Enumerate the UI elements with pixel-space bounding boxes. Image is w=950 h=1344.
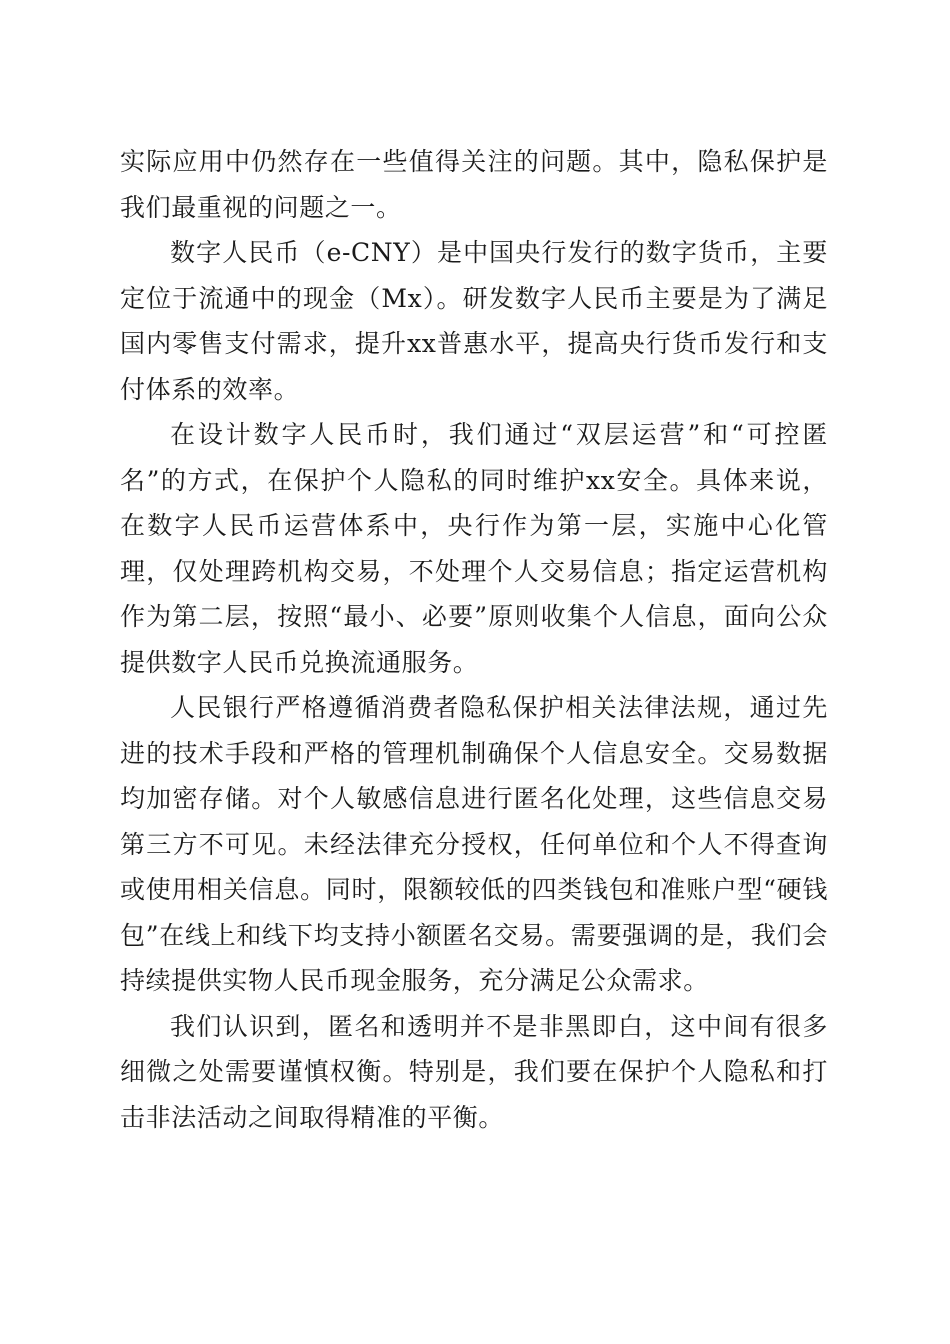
paragraph-two-tier-operation: 在设计数字人民币时，我们通过“双层运营”和“可控匿名”的方式，在保护个人隐私的同时维护xx安全。具体来说，在数字人民币运营体系中，央行作为第一层，实施中心化管理，仅处理跨机构交易，不处理个人交易信息；指定运营机构作为第二层，按照“最小、必要”原则收集个人信息，面向公众提供数字人民币兑换流通服务。 bbox=[120, 420, 828, 677]
paragraph-ecny-definition: 数字人民币（e-CNY）是中国央行发行的数字货币，主要定位于流通中的现金（Mx）。研发数字人民币主要是为了满足国内零售支付需求，提升xx普惠水平，提高央行货币发行和支付体系的效率。 bbox=[120, 238, 828, 404]
paragraph-balance: 我们认识到，匿名和透明并不是非黑即白，这中间有很多细微之处需要谨慎权衡。特别是，我们要在保护个人隐私和打击非法活动之间取得精准的平衡。 bbox=[120, 1011, 828, 1132]
paragraph-privacy-protection: 人民银行严格遵循消费者隐私保护相关法律法规，通过先进的技术手段和严格的管理机制确保个人信息安全。交易数据均加密存储。对个人敏感信息进行匿名化处理，这些信息交易第三方不可见。未经法律充分授权，任何单位和个人不得查询或使用相关信息。同时，限额较低的四类钱包和准账户型“硬钱包”在线上和线下均支持小额匿名交易。需要强调的是，我们会持续提供实物人民币现金服务，充分满足公众需求。 bbox=[120, 693, 828, 995]
paragraph-continuation: 实际应用中仍然存在一些值得关注的问题。其中，隐私保护是我们最重视的问题之一。 bbox=[120, 147, 828, 222]
document-body bbox=[120, 139, 828, 1140]
